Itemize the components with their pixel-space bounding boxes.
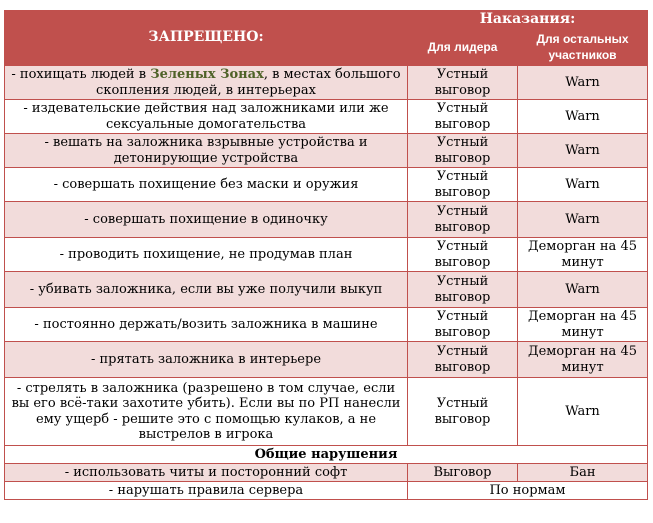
others-punishment: Деморган на 45 минут — [518, 342, 648, 378]
leader-punishment: Устный выговор — [408, 308, 518, 342]
others-punishment: Warn — [518, 202, 648, 238]
rule-cell: - вешать на заложника взрывные устройства и детонирующие устройства — [5, 134, 408, 168]
rule-cell: - проводить похищение, не продумав план — [5, 238, 408, 272]
others-punishment: Деморган на 45 минут — [518, 238, 648, 272]
leader-punishment: Устный выговор — [408, 168, 518, 202]
leader-punishment: Устный выговор — [408, 100, 518, 134]
table-row — [5, 342, 648, 378]
leader-punishment: Устный выговор — [408, 134, 518, 168]
rule-cell: - совершать похищение без маски и оружия — [5, 168, 408, 202]
table-row — [5, 378, 648, 446]
rule-cell: - использовать читы и посторонний софт — [5, 464, 408, 482]
combined-punishment: По нормам — [408, 482, 648, 500]
table-row — [5, 168, 648, 202]
punishments-header: Наказания: — [408, 11, 648, 30]
leader-punishment: Выговор — [408, 464, 518, 482]
green-zones-text: Зеленых Зонах — [150, 67, 264, 82]
table-row — [5, 272, 648, 308]
rule-cell: - стрелять в заложника (разрешено в том случае, если вы его всё-таки захотите убить). Если вы по РП нанесли ему ущерб - решите это с помощью кулаков, а не выстрелов в игрока — [5, 378, 408, 446]
rules-table — [4, 10, 648, 500]
leader-punishment: Устный выговор — [408, 378, 518, 446]
rule-text-pre: - похищать людей в — [11, 67, 151, 82]
others-column-header: Для остальных участников — [518, 30, 648, 66]
table-row — [5, 308, 648, 342]
others-punishment: Warn — [518, 134, 648, 168]
rule-cell: - постоянно держать/возить заложника в машине — [5, 308, 408, 342]
others-punishment: Warn — [518, 378, 648, 446]
rule-cell — [5, 66, 408, 100]
rule-cell: - нарушать правила сервера — [5, 482, 408, 500]
rule-cell: - прятать заложника в интерьере — [5, 342, 408, 378]
table-row — [5, 464, 648, 482]
leader-punishment: Устный выговор — [408, 342, 518, 378]
rule-text-post: , в местах большого скопления людей, в интерьерах — [96, 67, 401, 98]
others-punishment: Warn — [518, 272, 648, 308]
table-row — [5, 66, 648, 100]
others-punishment: Warn — [518, 168, 648, 202]
rule-cell: - убивать заложника, если вы уже получили выкуп — [5, 272, 408, 308]
rule-cell: - совершать похищение в одиночку — [5, 202, 408, 238]
leader-punishment: Устный выговор — [408, 238, 518, 272]
others-punishment: Warn — [518, 100, 648, 134]
leader-punishment: Устный выговор — [408, 202, 518, 238]
section-row — [5, 446, 648, 464]
others-punishment: Warn — [518, 66, 648, 100]
table-row — [5, 202, 648, 238]
leader-punishment: Устный выговор — [408, 272, 518, 308]
others-punishment: Деморган на 45 минут — [518, 308, 648, 342]
leader-column-header: Для лидера — [408, 30, 518, 66]
table-row — [5, 482, 648, 500]
others-punishment: Бан — [518, 464, 648, 482]
table-row — [5, 238, 648, 272]
forbidden-header: ЗАПРЕЩЕНО: — [5, 11, 408, 66]
section-title: Общие нарушения — [5, 446, 648, 464]
rule-cell: - издевательские действия над заложниками или же сексуальные домогательства — [5, 100, 408, 134]
table-row — [5, 134, 648, 168]
leader-punishment: Устный выговор — [408, 66, 518, 100]
table-row — [5, 100, 648, 134]
